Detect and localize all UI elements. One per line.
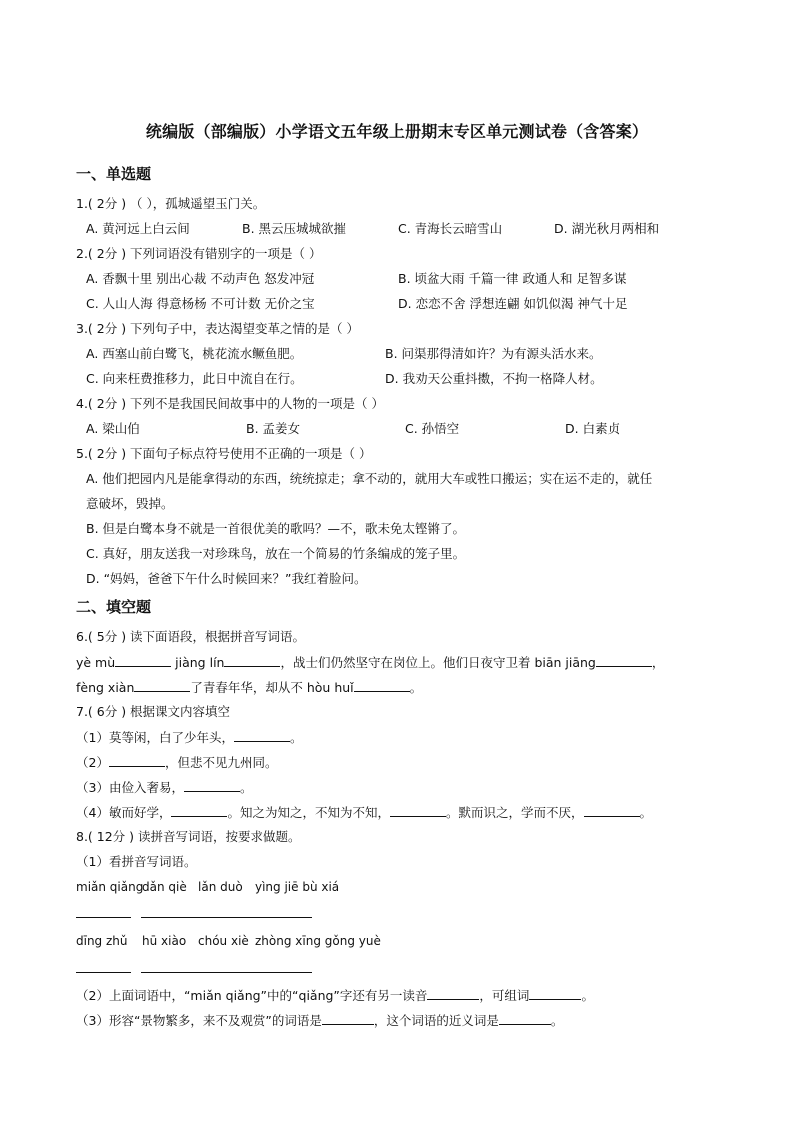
- question-5-option-c[interactable]: C. 真好，朋友送我一对珍珠鸟，放在一个简易的竹条编成的笼子里。: [86, 546, 466, 561]
- pinyin-ye-mu: yè mù: [76, 655, 116, 670]
- item-text: 。默而识之，学而不厌，: [445, 805, 584, 820]
- question-1-option-a[interactable]: A. 黄河远上白云间: [86, 221, 190, 236]
- section-single-choice: 一、单选题: [76, 165, 152, 183]
- answer-blank[interactable]: [76, 972, 131, 973]
- question-1-option-d[interactable]: D. 湖光秋月两相和: [554, 221, 660, 236]
- answer-blank[interactable]: [141, 972, 312, 973]
- question-2-option-d[interactable]: D. 恋恋不舍 浮想连翩 如饥似渴 神气十足: [398, 296, 628, 311]
- answer-blank[interactable]: [354, 679, 410, 692]
- answer-blank[interactable]: [596, 654, 652, 667]
- question-1-option-c[interactable]: C. 青海长云暗雪山: [398, 221, 503, 236]
- answer-blank[interactable]: [224, 654, 280, 667]
- pinyin-jiang-lin: jiàng lín: [175, 655, 225, 670]
- question-2-option-a[interactable]: A. 香飘十里 别出心裁 不动声色 怒发冲冠: [86, 271, 315, 286]
- item-text: ，但悲不见九州同。: [164, 755, 278, 770]
- pinyin-dan-qie: dǎn qiè: [142, 880, 187, 894]
- punctuation: 。: [239, 780, 253, 795]
- pinyin-lan-duo: lǎn duò: [198, 880, 243, 894]
- answer-blank[interactable]: [115, 654, 171, 667]
- answer-blank[interactable]: [584, 804, 640, 817]
- item-text: （1）莫等闲，白了少年头，: [76, 730, 234, 745]
- question-2-stem: 2.( 2分 ) 下列词语没有错别字的一项是（ ）: [76, 246, 322, 261]
- item-text: （2）上面词语中，“miǎn qiǎng”中的“qiǎng”字还有另一读音: [76, 988, 428, 1003]
- question-7-item-3: [76, 779, 252, 796]
- answer-blank[interactable]: [427, 987, 479, 1000]
- question-7-item-2: [76, 754, 277, 771]
- question-5-option-a-cont: 意破坏，毁掉。: [86, 496, 174, 511]
- question-4-stem: 4.( 2分 ) 下列不是我国民间故事中的人物的一项是（ ）: [76, 396, 385, 411]
- question-7-item-4: [76, 804, 652, 821]
- pinyin-chou-xie: chóu xiè: [198, 934, 249, 948]
- question-7-stem: 7.( 6分 ) 根据课文内容填空: [76, 704, 231, 719]
- question-4-option-d[interactable]: D. 白素贞: [565, 421, 621, 436]
- pinyin-mian-qiang: miǎn qiǎng: [76, 880, 144, 894]
- question-3-option-c[interactable]: C. 向来枉费推移力，此日中流自在行。: [86, 371, 303, 386]
- answer-blank[interactable]: [499, 1012, 551, 1025]
- section-fill-in: 二、填空题: [76, 598, 152, 616]
- question-3-option-d[interactable]: D. 我劝天公重抖擞，不拘一格降人材。: [385, 371, 603, 386]
- question-8-sub-1: （1）看拼音写词语。: [76, 854, 197, 869]
- item-text: （3）形容“景物繁多，来不及观赏”的词语是: [76, 1013, 322, 1028]
- punctuation: 。: [550, 1013, 564, 1028]
- sentence-text: 了青春年华，却从不 hòu huǐ: [190, 680, 354, 695]
- item-text: ，这个词语的近义词是: [373, 1013, 499, 1028]
- question-7-item-1: [76, 729, 302, 746]
- question-1-option-b[interactable]: B. 黑云压城城欲摧: [242, 221, 347, 236]
- question-5-option-b[interactable]: B. 但是白鹭本身不就是一首很优美的歌吗？—不，歌未免太铿锵了。: [86, 521, 466, 536]
- question-3-option-b[interactable]: B. 问渠那得清如许？为有源头活水来。: [385, 346, 602, 361]
- question-8-sub-2: [76, 987, 594, 1004]
- pinyin-zhong-xing-gong-yue: zhòng xīng gǒng yuè: [255, 934, 381, 948]
- answer-blank[interactable]: [109, 754, 165, 767]
- question-2-option-c[interactable]: C. 人山人海 得意杨杨 不可计数 无价之宝: [86, 296, 315, 311]
- punctuation: 。: [289, 730, 303, 745]
- question-8-sub-3: [76, 1012, 563, 1029]
- answer-blank[interactable]: [390, 804, 446, 817]
- pinyin-hu-xiao: hū xiào: [142, 934, 187, 948]
- answer-blank[interactable]: [184, 779, 240, 792]
- punctuation: 。: [639, 805, 653, 820]
- item-text: ，可组词: [479, 988, 530, 1003]
- question-6-line-2: [76, 679, 422, 696]
- pinyin-ding-zhu: dīng zhǔ: [76, 934, 128, 948]
- question-5-option-a[interactable]: A. 他们把园内凡是能拿得动的东西，统统掠走；拿不动的，就用大车或牲口搬运；实在运不走的，就任: [86, 471, 653, 486]
- answer-blank[interactable]: [529, 987, 581, 1000]
- punctuation: 。: [409, 680, 423, 695]
- question-2-option-b[interactable]: B. 顷盆大雨 千篇一律 政通人和 足智多谋: [398, 271, 627, 286]
- item-text: 。知之为知之，不知为不知，: [227, 805, 390, 820]
- question-4-option-a[interactable]: A. 梁山伯: [86, 421, 140, 436]
- pinyin-feng-xian: fèng xiàn: [76, 680, 135, 695]
- answer-blank[interactable]: [134, 679, 190, 692]
- answer-blank[interactable]: [234, 729, 290, 742]
- punctuation: 。: [581, 988, 594, 1003]
- pinyin-ying-jie-bu-xia: yìng jiē bù xiá: [255, 880, 340, 894]
- item-text: （3）由俭入奢易，: [76, 780, 184, 795]
- question-8-stem: 8.( 12分 ) 读拼音写词语，按要求做题。: [76, 829, 301, 844]
- item-text: （4）敏而好学，: [76, 805, 172, 820]
- question-3-stem: 3.( 2分 ) 下列句子中，表达渴望变革之情的是（ ）: [76, 321, 360, 336]
- question-4-option-b[interactable]: B. 孟姜女: [246, 421, 301, 436]
- punctuation: ，: [651, 655, 665, 670]
- question-4-option-c[interactable]: C. 孙悟空: [405, 421, 460, 436]
- question-6-stem: 6.( 5分 ) 读下面语段，根据拼音写词语。: [76, 629, 306, 644]
- question-6-line-1: [76, 654, 664, 671]
- sentence-text: ，战士们仍然坚守在岗位上。他们日夜守卫着 biān jiāng: [280, 655, 596, 670]
- answer-blank[interactable]: [171, 804, 227, 817]
- answer-blank[interactable]: [76, 917, 131, 918]
- item-number: （2）: [76, 755, 109, 770]
- answer-blank[interactable]: [322, 1012, 374, 1025]
- question-1-stem: 1.( 2分 ) （ ），孤城遥望玉门关。: [76, 196, 266, 211]
- page-title: 统编版（部编版）小学语文五年级上册期末专区单元测试卷（含答案）: [145, 122, 649, 141]
- question-5-stem: 5.( 2分 ) 下面句子标点符号使用不正确的一项是（ ）: [76, 446, 372, 461]
- question-5-option-d[interactable]: D. “妈妈，爸爸下午什么时候回来？”我红着脸问。: [86, 571, 367, 586]
- answer-blank[interactable]: [141, 917, 312, 918]
- question-3-option-a[interactable]: A. 西塞山前白鹭飞，桃花流水鳜鱼肥。: [86, 346, 303, 361]
